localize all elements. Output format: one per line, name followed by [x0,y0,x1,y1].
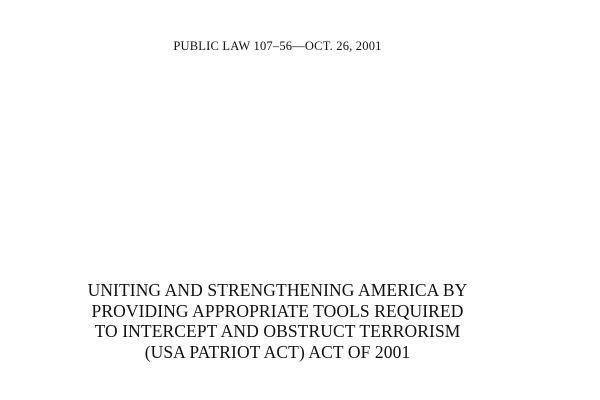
act-title-line-1: UNITING AND STRENGTHENING AMERICA BY [87,280,468,300]
act-title-line-3: TO INTERCEPT AND OBSTRUCT TERRORISM [94,321,461,341]
act-title [0,280,555,362]
act-title-line-4: (USA PATRIOT ACT) ACT OF 2001 [144,341,411,362]
act-title-line-2: PROVIDING APPROPRIATE TOOLS REQUIRED [91,300,464,321]
public-law-header: PUBLIC LAW 107–56—OCT. 26, 2001 [173,39,382,53]
